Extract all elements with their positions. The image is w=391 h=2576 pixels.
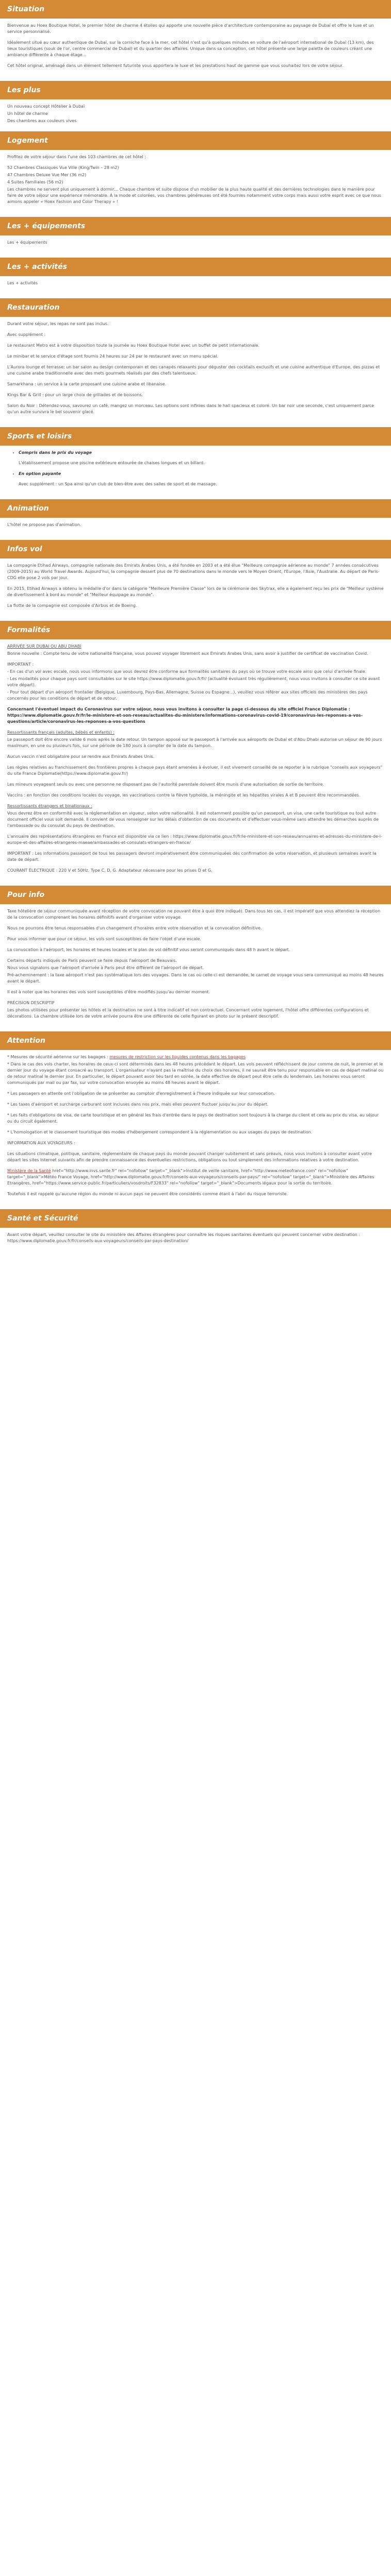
pourinfo-paragraph: Nous ne pourrons être tenus responsables d'un changement d'horaires entre votre réservation et la convocation définitive.	[7, 926, 262, 930]
formalites-bullet: - Pour tout départ d'un aéroport frontalier (Belgique, Luxembourg, Pays-Bas, Allemagne, Suisse ou Espagne...), veuillez vous référer aux sites officiels des ministères des pays concernés pour les conditions de départ et de retour.	[7, 690, 368, 701]
logement-paragraph: Les chambres ne servent plus uniquement à dormir… Chaque chambre et suite dispose d'un mobilier de la plus haute qualité et des dernières technologies dans le manière pour faire de votre séjour une expérience mémorable. À la mode et colorées, vos chambres généreuses ont été fournies notamment votre corps mais aussi votre esprit avec ce que nous aimons appeler « Hoex Fashion and Color Therapy » !	[7, 187, 381, 204]
lesplus-item: Des chambres aux couleurs vives	[7, 118, 77, 123]
section-header-attention: Attention	[0, 1031, 391, 1050]
formalites-heading: Ressortissants français (adultes, bébés et enfants) :	[7, 730, 115, 735]
attention-paragraph: Les situations climatique, politique, sanitaire, réglementaire de chaque pays du monde pouvant changer subitement et sans préavis, nous vous invitons à consulter avant votre départ les sites Internet suivants afin de prendre connaissance des éventuelles restrictions, obligations ou tout simplement des informations relatives à votre destination.	[7, 1151, 372, 1162]
formalites-heading: Ressortissants étrangers et binationaux :	[7, 804, 92, 808]
section-activites	[0, 276, 391, 298]
sports-item	[19, 450, 384, 456]
formalites-covid-note: Concernant l'éventuel impact du Coronavirus sur votre séjour, nous vous invitons à consulter la page ci-dessous du site officiel France Diplomatie : https://www.diplomatie.gouv.fr/fr/le-ministere-et-son-reseau/actualites-du-ministere/informations-coronavirus-covid-19/coronavirus-les-reponses-a-vos-questions/article/coronavirus-les-reponses-a-vos-questions	[7, 707, 363, 724]
section-header-activites: Les + activités	[0, 258, 391, 276]
section-sante	[0, 1228, 391, 1256]
attention-links-line	[7, 1168, 384, 1187]
section-header-logement: Logement	[0, 131, 391, 150]
restauration-paragraph: Durant votre séjour, les repas ne sont pas inclus.	[7, 321, 109, 326]
section-header-lesplus: Les plus	[0, 81, 391, 99]
restauration-paragraph: Samarkhana : un service à la carte proposant une cuisine arabe et libanaise.	[7, 382, 167, 386]
lesplus-item: Un nouveau concept Hôtelier à Dubaï	[7, 104, 85, 109]
logement-room: 47 Chambres Deluxe Vue Mer (36 m2)	[7, 173, 87, 177]
section-logement	[0, 150, 391, 217]
attention-security-line	[7, 1054, 384, 1060]
section-animation	[0, 518, 391, 540]
section-attention	[0, 1050, 391, 1209]
section-pourinfo	[0, 904, 391, 1031]
section-header-pourinfo: Pour info	[0, 886, 391, 904]
section-infosvol	[0, 558, 391, 621]
formalites-paragraph: Le passeport doit être encore valide 6 mois après la date retour. Un tampon apposé sur le passeport à l'arrivée aux aéroports de Dubaï et d'Abu Dhabi autorise un séjour de 90 jours maximum, en une ou plusieurs fois, sur une période de 180 jours à compter de la date du tampon.	[7, 737, 382, 748]
sports-list	[7, 471, 384, 477]
section-sports	[0, 446, 391, 499]
activites-text: Les + activités	[7, 281, 38, 285]
formalites-bullet: - Les modalités pour chaque pays sont consultables sur le site https://www.diplomatie.gouv.fr/fr/ (actualité évoluant très régulièrement, nous vous invitons à consulter ce site avant votre départ).	[7, 676, 380, 687]
restauration-paragraph: L'Aurora lounge et terrasse: un bar salon au design contemporain et des canapés relaxants pour déguster des cocktails exclusifs et une cuisine authentique d'Europe, des pizzas et une cuisine arabe traditionnelle avec des mets gourmets réalisés par des chefs talentueux.	[7, 365, 380, 376]
pourinfo-heading: PRÉCISION DESCRIPTIF	[7, 1001, 55, 1005]
situation-paragraph: Bienvenue au Hoex Boutique Hotel, le premier hôtel de charme 4 étoiles qui apporte une nouvelle pièce d'architecture contemporaine au paysage de Dubaï et offre le luxe et un service personnalisé.	[7, 23, 374, 34]
section-situation	[0, 19, 391, 81]
section-header-infosvol: Infos vol	[0, 540, 391, 558]
pourinfo-paragraph: La convocation à l'aéroport, les horaires et heures locales et le plan de vol définitif vous seront communiqués dans 48 h avant le départ.	[7, 947, 290, 952]
section-formalites	[0, 639, 391, 886]
pourinfo-paragraph: Nous vous signalons que l'aéroport d'arrivée à Paris peut être différent de l'aéroport de départ.	[7, 965, 204, 970]
sports-item-title: Compris dans le prix du voyage	[19, 450, 92, 455]
formalites-paragraph: Les règles relatives au franchissement des frontières propres à chaque pays étant amenées à évoluer, il est vivement conseillé de se reporter à la rubrique "conseils aux voyageurs" du site France Diplomatie(https://www.diplomatie.gouv.fr/)	[7, 765, 383, 776]
section-restauration	[0, 317, 391, 427]
pourinfo-paragraph: Pré-acheminement : la taxe aéroport n'est pas systématique lors des voyages. Dans le cas où celle-ci est demandée, le carnet de voyage vous sera communiqué au moins 48 heures avant le départ.	[7, 973, 384, 984]
logement-room: 52 Chambres Classiques Vue Ville (King/Twin – 28 m2)	[7, 165, 119, 170]
situation-paragraph: Idéalement situé au cœur authentique de Dubaï, sur la corniche face à la mer, cet hôtel n'est qu'à quelques minutes en voiture de l'aéroport international de Dubaï (13 km), des lieux touristiques (souk de l'or, centre commercial de Dubaï) et du quartier des affaires. Unique dans sa conception, cet hôtel présente une large palette de couleurs créant une ambiance différente à chaque étage...	[7, 40, 374, 57]
attention-paragraph: Toutefois il est rappelé qu'aucune région du monde ni aucun pays ne peuvent être considérés comme étant à l'abri du risque terroriste.	[7, 1192, 288, 1196]
section-header-formalites: Formalités	[0, 621, 391, 639]
sports-item-text: L'établissement propose une piscine extérieure entourée de chaises longues et un billard.	[19, 461, 205, 465]
sports-list	[7, 450, 384, 456]
section-equipements	[0, 235, 391, 258]
formalites-paragraph: L'annuaire des représentations étrangères en France est disponible via ce lien : https://www.diplomatie.gouv.fr/fr/le-ministere-et-son-reseau/annuaires-et-adresses-du-ministere-de-l-europe-et-des-affaires-etrangeres-maeae/ambassades-et-consulats-etrangers-en-france/	[7, 834, 382, 845]
attention-paragraph: * Les taxes d'aéroport et surcharge carburant sont incluses dans nos prix, mais elles peuvent fluctuer jusqu'au jour du départ.	[7, 1102, 269, 1107]
attention-security-text: * Mesures de sécurité aérienne sur les bagages :	[7, 1055, 110, 1059]
restauration-paragraph: Le minibar et le service d'étage sont fournis 24 heures sur 24 par le restaurant avec un menu spécial.	[7, 354, 219, 359]
formalites-bullet: - En cas d'un vol avec escale, nous vous informons que vous devrez être conforme aux formalités sanitaires du pays où se trouve votre escale ainsi que celui d'arrivée finale.	[7, 669, 367, 674]
section-header-restauration: Restauration	[0, 298, 391, 317]
attention-links-text: href="http://www.invs.sante.fr" rel="nofollow" target="_blank">Institut de veille sanitaire, href="http://www.meteofrance.com" rel="nofollow" target="_blank">Météo France Voyage, href="http://www.diplomatie.gouv.fr/fr/conseils-aux-voyageurs/conseils-par-pays/" rel="nofollow" target="_blank">Ministère des Affaires Etrangères, href="https://www.service-public.fr/particuliers/vosdroits/F32833" rel="nofollow" target="_blank">Documents légaux pour la sortie du territoire.	[7, 1168, 374, 1185]
infosvol-paragraph: La flotte de la compagnie est composée d'Airbus et de Boeing.	[7, 603, 137, 608]
attention-paragraph: * Dans le cas des vols charter, les horaires de ceux-ci sont déterminés dans les 48 heures précédant le départ. Les vols peuvent réfléchissent de jour comme de nuit, le premier et le dernier jour du voyage étant consacré au transport. L'organisateur n'ayant pas la maîtrise du choix des horaires, il ne saurait être tenu pour responsable en cas de départ matinal ou de retour matinal le dernier jour. En particulier, le départ pouvant avoir lieu tard en soirée, la date effective de départ peut être celle du lendemain. Les horaires vous seront communiqués par mail ou par fax, sur votre convocation envoyée au moins 48 heures avant le départ.	[7, 1062, 384, 1085]
formalites-paragraph: Bonne nouvelle : Compte tenu de votre nationalité française, vous pouvez voyager librement aux Emirats Arabes Unis, sans avoir à justifier de certificat de vaccination Covid.	[7, 651, 368, 656]
infosvol-paragraph: En 2015, Etihad Airways a obtenu la médaille d'or dans la catégorie "Meilleure Première Classe" lors de la cérémonie des Skytrax, elle a également reçu les prix de "Meilleur système de divertissement à bord au monde" et "Meilleur équipage au monde".	[7, 586, 384, 597]
logement-room: 4 Suites Familiales (56 m2)	[7, 180, 63, 184]
pourinfo-paragraph: Certains départs indiqués de Paris peuvent se faire depuis l'aéroport de Beauvais.	[7, 958, 177, 963]
section-header-situation: Situation	[0, 0, 391, 19]
formalites-paragraph: Les mineurs voyageant seuls ou avec une personne ne disposant pas de l'autorité parentale doivent être munis d'une autorisation de sortie de territoire.	[7, 782, 324, 787]
section-header-sports: Sports et loisirs	[0, 427, 391, 446]
sports-item-text: Avec supplément : un Spa ainsi qu'un club de bien-être avec des salles de sport et de massage.	[19, 482, 217, 486]
restauration-paragraph: Le restaurant Metro est à votre disposition toute la journée au Hoex Boutique Hotel avec un buffet de petit internationale.	[7, 343, 260, 348]
formalites-paragraph: Vaccins : en fonction des conditions locales du voyage, les vaccinations contre la fièvre typhoïde, la méningite et les hépatites virales A et B peuvent être recommandées.	[7, 793, 361, 798]
formalites-paragraph: Aucun vaccin n'est obligatoire pour se rendre aux Emirats Arabes Unis.	[7, 754, 155, 759]
logement-intro: Profitez de votre séjour dans l'une des 103 chambres de cet hôtel :	[7, 155, 146, 159]
attention-paragraph: * Les faits d'obligations de visa, de carte touristique et en général les frais d'entrée dans le pays de destination sont toujours à la charge du client et cela au prix du visa, au séjour ou du circuit également.	[7, 1113, 379, 1124]
attention-heading: INFORMATION AUX VOYAGEURS :	[7, 1141, 75, 1145]
liquids-restriction-link[interactable]: mesures de restriction sur les liquides contenus dans les bagages	[109, 1055, 246, 1059]
restauration-paragraph: Salon du Noir : Détendez-vous, savourez un café, mangez un morceau. Les options sont infinies dans le hall spacieux et coloré. Un bar noir une seconde, c'est uniquement parce qu'un autre survivra le bel souvenir glacé.	[7, 403, 374, 414]
formalites-heading: IMPORTANT :	[7, 662, 34, 667]
situation-paragraph: Cet hôtel original, aménagé dans un élément tellement futuriste vous apportera le luxe et les prestations haut de gamme que vous souhaitez lors de votre séjour.	[7, 63, 344, 68]
section-header-equipements: Les + équipements	[0, 217, 391, 235]
sports-item-title: En option payante	[19, 471, 61, 476]
attention-paragraph: * Les passagers en attente ont l'obligation de se présenter au comptoir d'enregistrement à l'heure indiquée sur leur convocation.	[7, 1091, 275, 1096]
lesplus-item: Un hôtel de charme	[7, 111, 48, 116]
restauration-paragraph: Avec supplément :	[7, 332, 46, 337]
section-header-sante: Santé et Sécurité	[0, 1209, 391, 1228]
formalites-paragraph: COURANT ÉLECTRIQUE : 220 V et 50Hz. Type C, D, G. Adaptateur nécessaire pour les prises D et G.	[7, 868, 213, 873]
equipements-text: Les + équipements	[7, 240, 47, 245]
animation-text: L'hôtel ne propose pas d'animation.	[7, 522, 82, 527]
infosvol-paragraph: La compagnie Etihad Airways, compagnie nationale des Emirats Arabes Unis, a été fondée en 2003 et a été élue "Meilleure compagnie aérienne au monde" 7 années consécutives (2009-2015) au World Travel Awards. Aujourd'hui, la compagnie dessert plus de 70 destinations dans le monde vers le Moyen Orient, l'Europe, l'Asie, l'Australie. Au départ de Paris-CDG elle pose 2 vols par jour.	[7, 563, 380, 580]
formalites-paragraph: Vous devrez être en conformité avec la réglementation en vigueur, selon votre nationalité. Il est notamment possible qu'un passeport, un visa, une carte touristique ou tout autre document officiel vous soit demandé. Il convient de vous renseigner sur les délais d'obtention de ces documents et d'effectuer vous-même sans attendre les démarches auprès de l'ambassade ou du consulat du pays de destination.	[7, 811, 379, 828]
sante-paragraph: Avant votre départ, veuillez consulter le site du ministère des Affaires étrangères pour connaître les risques sanitaires éventuels qui peuvent concerner votre destination : https://www.diplomatie.gouv.fr/fr/conseils-aux-voyageurs/conseils-par-pays-destination/	[7, 1232, 361, 1243]
formalites-paragraph: IMPORTANT : Les informations passeport de tous les passagers devront impérativement être communiquées dès confirmation de votre réservation, et plusieurs semaines avant la date de départ.	[7, 851, 377, 862]
pourinfo-paragraph: Il est à noter que les horaires des vols sont susceptibles d'être modifiés jusqu'au dernier moment.	[7, 990, 210, 994]
restauration-paragraph: Kings Bar & Grill : pour un large choix de grillades et de boissons.	[7, 393, 143, 397]
page	[0, 0, 391, 1256]
ministere-sante-link[interactable]: Ministère de la Santé	[7, 1168, 51, 1173]
pourinfo-paragraph: Taxe hôtelière de séjour communiquée avant réception de votre convocation ne pouvant être à quoi être indiqué). Dans tous les cas, il est impératif que vous attendiez la réception de la convocation comprenant les horaires définitifs avant d'organiser votre voyage.	[7, 909, 381, 920]
section-header-animation: Animation	[0, 499, 391, 518]
sports-item	[19, 471, 384, 477]
formalites-heading: ARRIVÉE SUR DUBAI OU ABU DHABI	[7, 644, 82, 649]
section-lesplus	[0, 99, 391, 131]
attention-paragraph: * L'homologation et le classement touristique des modes d'hébergement correspondent à la réglementation ou aux usages du pays de destination.	[7, 1130, 313, 1134]
pourinfo-paragraph: Pour vous informer que pour ce séjour, les vols sont susceptibles de faire l'objet d'une escale.	[7, 937, 202, 941]
pourinfo-paragraph: Les photos utilisées pour présenter les hôtels et la destination ne sont à titre indicatif et non contractuel. Concernant votre logement, l'hôtel offre différentes configurations et décorations. La chambre utilisée lors de votre arrivée pourra être une différente de celle figurant en photo sur le présent descriptif.	[7, 1008, 369, 1019]
